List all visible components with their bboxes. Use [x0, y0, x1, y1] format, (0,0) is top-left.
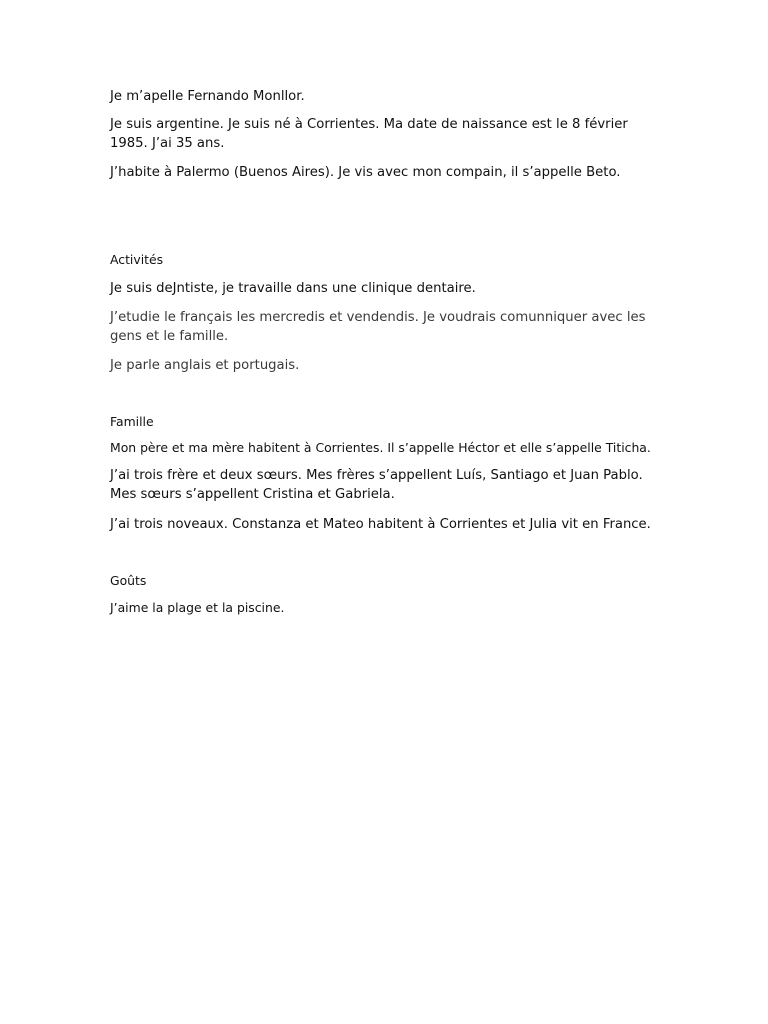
- section-heading-activites: Activités: [110, 252, 164, 267]
- gouts-likes-line: J’aime la plage et la piscine.: [110, 600, 285, 615]
- section-heading-famille: Famille: [110, 414, 154, 429]
- activites-languages-line: Je parle anglais et portugais.: [110, 358, 300, 373]
- famille-siblings-line: J’ai trois frère et deux sœurs. Mes frères s’appellent Luís, Santiago et Juan Pablo. Mes sœurs s’appellent Cristina et Gabriela.: [110, 468, 643, 502]
- intro-home-line: J’habite à Palermo (Buenos Aires). Je vis avec mon compain, il s’appelle Beto.: [110, 165, 621, 180]
- activites-study-line: J’etudie le français les mercredis et vendendis. Je voudrais comunniquer avec les gens et le famille.: [110, 310, 646, 344]
- intro-name-line: Je m’apelle Fernando Monllor.: [110, 89, 305, 104]
- activites-work-line: Je suis deJntiste, je travaille dans une clinique dentaire.: [110, 281, 476, 296]
- famille-parents-line: Mon père et ma mère habitent à Corrientes. Il s’appelle Héctor et elle s’appelle Titicha.: [110, 440, 651, 455]
- section-heading-gouts: Goûts: [110, 573, 147, 588]
- famille-nephews-line: J’ai trois noveaux. Constanza et Mateo habitent à Corrientes et Julia vit en France.: [110, 517, 651, 532]
- intro-origin-line: Je suis argentine. Je suis né à Corrientes. Ma date de naissance est le 8 février 1985. J’ai 35 ans.: [110, 117, 628, 151]
